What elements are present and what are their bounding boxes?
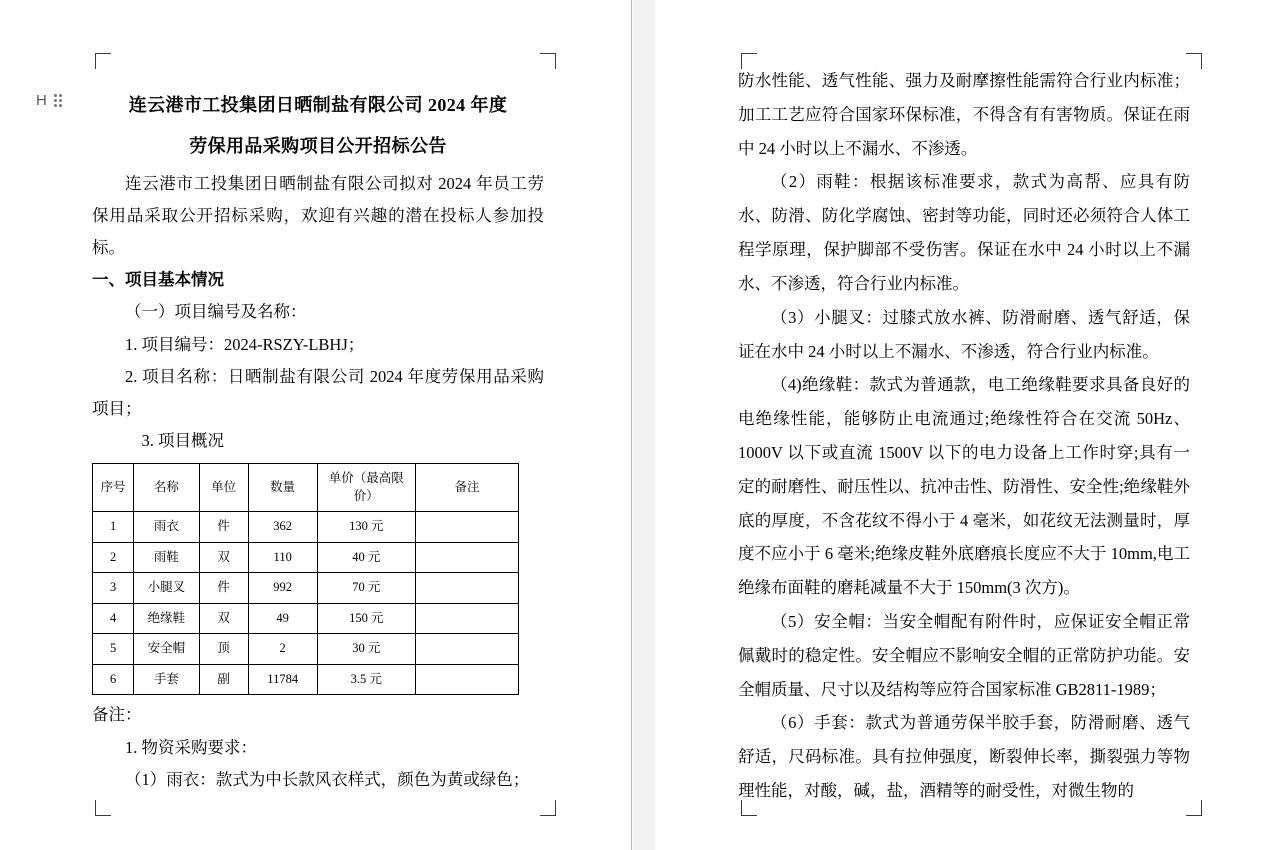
table-header-cell: 单位	[199, 464, 248, 512]
crop-mark-bottom-left	[95, 800, 111, 816]
table-cell: 130 元	[317, 512, 415, 543]
table-cell: 362	[248, 512, 317, 543]
spec-paragraph-helmet: （5）安全帽：当安全帽配有附件时，应保证安全帽正常佩戴时的稳定性。安全帽应不影响安全帽的正常防护功能。安全帽质量、尺寸以及结构等应符合国家标准 GB2811-1989；	[738, 612, 1190, 699]
page-title-line-1: 连云港市工投集团日晒制盐有限公司 2024 年度	[128, 95, 508, 115]
table-cell: 件	[199, 512, 248, 543]
crop-mark-top-right	[540, 53, 556, 69]
table-cell	[415, 542, 518, 573]
table-cell: 5	[93, 634, 134, 665]
table-cell: 6	[93, 664, 134, 695]
crop-mark-top-left	[95, 53, 111, 69]
table-cell	[415, 664, 518, 695]
document-page-left	[0, 0, 632, 850]
table-row	[93, 634, 519, 665]
table-cell: 安全帽	[134, 634, 199, 665]
spec-paragraph-continuation: 防水性能、透气性能、强力及耐摩擦性能需符合行业内标准；加工工艺应符合国家环保标准，不得含有有害物质。保证在雨中 24 小时以上不漏水、不渗透。	[738, 71, 1190, 158]
table-cell: 1	[93, 512, 134, 543]
table-header-cell: 名称	[134, 464, 199, 512]
table-cell: 2	[93, 542, 134, 573]
table-cell: 40 元	[317, 542, 415, 573]
table-row	[93, 573, 519, 604]
section-heading-1: 一、项目基本情况	[92, 270, 224, 290]
table-row	[93, 512, 519, 543]
crop-mark-bottom-right	[540, 800, 556, 816]
subsection-1: （一）项目编号及名称：	[125, 302, 307, 322]
table-cell: 绝缘鞋	[134, 603, 199, 634]
table-row	[93, 542, 519, 573]
table-cell: 件	[199, 573, 248, 604]
table-header-cell: 数量	[248, 464, 317, 512]
table-cell	[415, 573, 518, 604]
note-item-2: （1）雨衣：款式为中长款风衣样式，颜色为黄或绿色；	[125, 769, 530, 789]
table-header-cell: 序号	[93, 464, 134, 512]
table-row	[93, 603, 519, 634]
table-cell: 手套	[134, 664, 199, 695]
spec-paragraph-wader: （3）小腿叉：过膝式放水裤、防滑耐磨、透气舒适，保证在水中 24 小时以上不漏水、不渗透，符合行业内标准。	[738, 307, 1190, 361]
table-header-row	[93, 464, 519, 512]
spec-paragraph-rain-boots: （2）雨鞋：根据该标准要求，款式为高帮、应具有防水、防滑、防化学腐蚀、密封等功能，同时还必须符合人体工程学原理，保护脚部不受伤害。保证在水中 24 小时以上不漏水、不渗透，符合行业内标准。	[738, 172, 1190, 293]
table-cell	[415, 512, 518, 543]
table-cell: 副	[199, 664, 248, 695]
goods-table	[92, 463, 519, 695]
document-drag-handle[interactable]	[36, 93, 62, 108]
project-name: 2. 项目名称：日晒制盐有限公司 2024 年度劳保用品采购项目；	[92, 366, 544, 418]
grip-dots-icon	[54, 94, 62, 107]
notes-label: 备注：	[92, 705, 142, 725]
table-cell: 3.5 元	[317, 664, 415, 695]
table-cell: 双	[199, 603, 248, 634]
spec-paragraph-gloves: （6）手套：款式为普通劳保半胶手套，防滑耐磨、透气舒适，尺码标准。具有拉伸强度，断裂伸长率，撕裂强力等物理性能，对酸，碱，盐，酒精等的耐受性，对微生物的	[738, 713, 1190, 801]
table-cell: 双	[199, 542, 248, 573]
table-cell: 70 元	[317, 573, 415, 604]
right-page-content	[738, 64, 1190, 808]
table-cell	[415, 634, 518, 665]
project-number: 1. 项目编号：2024-RSZY-LBHJ；	[125, 334, 365, 354]
note-item-1: 1. 物资采购要求：	[125, 737, 257, 757]
table-cell: 2	[248, 634, 317, 665]
page-gutter	[633, 0, 655, 850]
table-cell: 雨鞋	[134, 542, 199, 573]
spec-paragraph-insulated-shoes: （4)绝缘鞋：款式为普通款，电工绝缘鞋要求具备良好的电绝缘性能，能够防止电流通过;绝缘性符合在交流 50Hz、1000V 以下或直流 1500V 以下的电力设备上工作时穿;具有一定的耐磨性、耐压性以、抗冲击性、防滑性、安全性;绝缘鞋外底的厚度，不含花纹不得小于 4 毫米，如花纹无法测量时，厚度不应小于 6 毫米;绝缘皮鞋外底磨痕长度应不大于 10mm,电工绝缘布面鞋的磨耗减量不大于 150mm(3 次方)。	[738, 375, 1190, 598]
table-cell: 4	[93, 603, 134, 634]
table-cell: 小腿叉	[134, 573, 199, 604]
left-page-content	[92, 85, 544, 796]
table-cell	[415, 603, 518, 634]
table-header-cell: 单价（最高限价）	[317, 464, 415, 512]
table-cell: 30 元	[317, 634, 415, 665]
handle-letter: H	[36, 92, 47, 109]
table-cell: 150 元	[317, 603, 415, 634]
table-cell: 3	[93, 573, 134, 604]
table-cell: 顶	[199, 634, 248, 665]
table-cell: 110	[248, 542, 317, 573]
document-page-right	[655, 0, 1286, 850]
table-row	[93, 664, 519, 695]
table-cell: 11784	[248, 664, 317, 695]
table-cell: 49	[248, 603, 317, 634]
project-overview-label: 3. 项目概况	[141, 431, 224, 451]
intro-paragraph: 连云港市工投集团日晒制盐有限公司拟对 2024 年员工劳保用品采取公开招标采购，欢迎有兴趣的潜在投标人参加投标。	[92, 173, 544, 258]
table-header-cell: 备注	[415, 464, 518, 512]
table-cell: 992	[248, 573, 317, 604]
page-title-line-2: 劳保用品采购项目公开招标公告	[189, 136, 447, 157]
table-cell: 雨衣	[134, 512, 199, 543]
